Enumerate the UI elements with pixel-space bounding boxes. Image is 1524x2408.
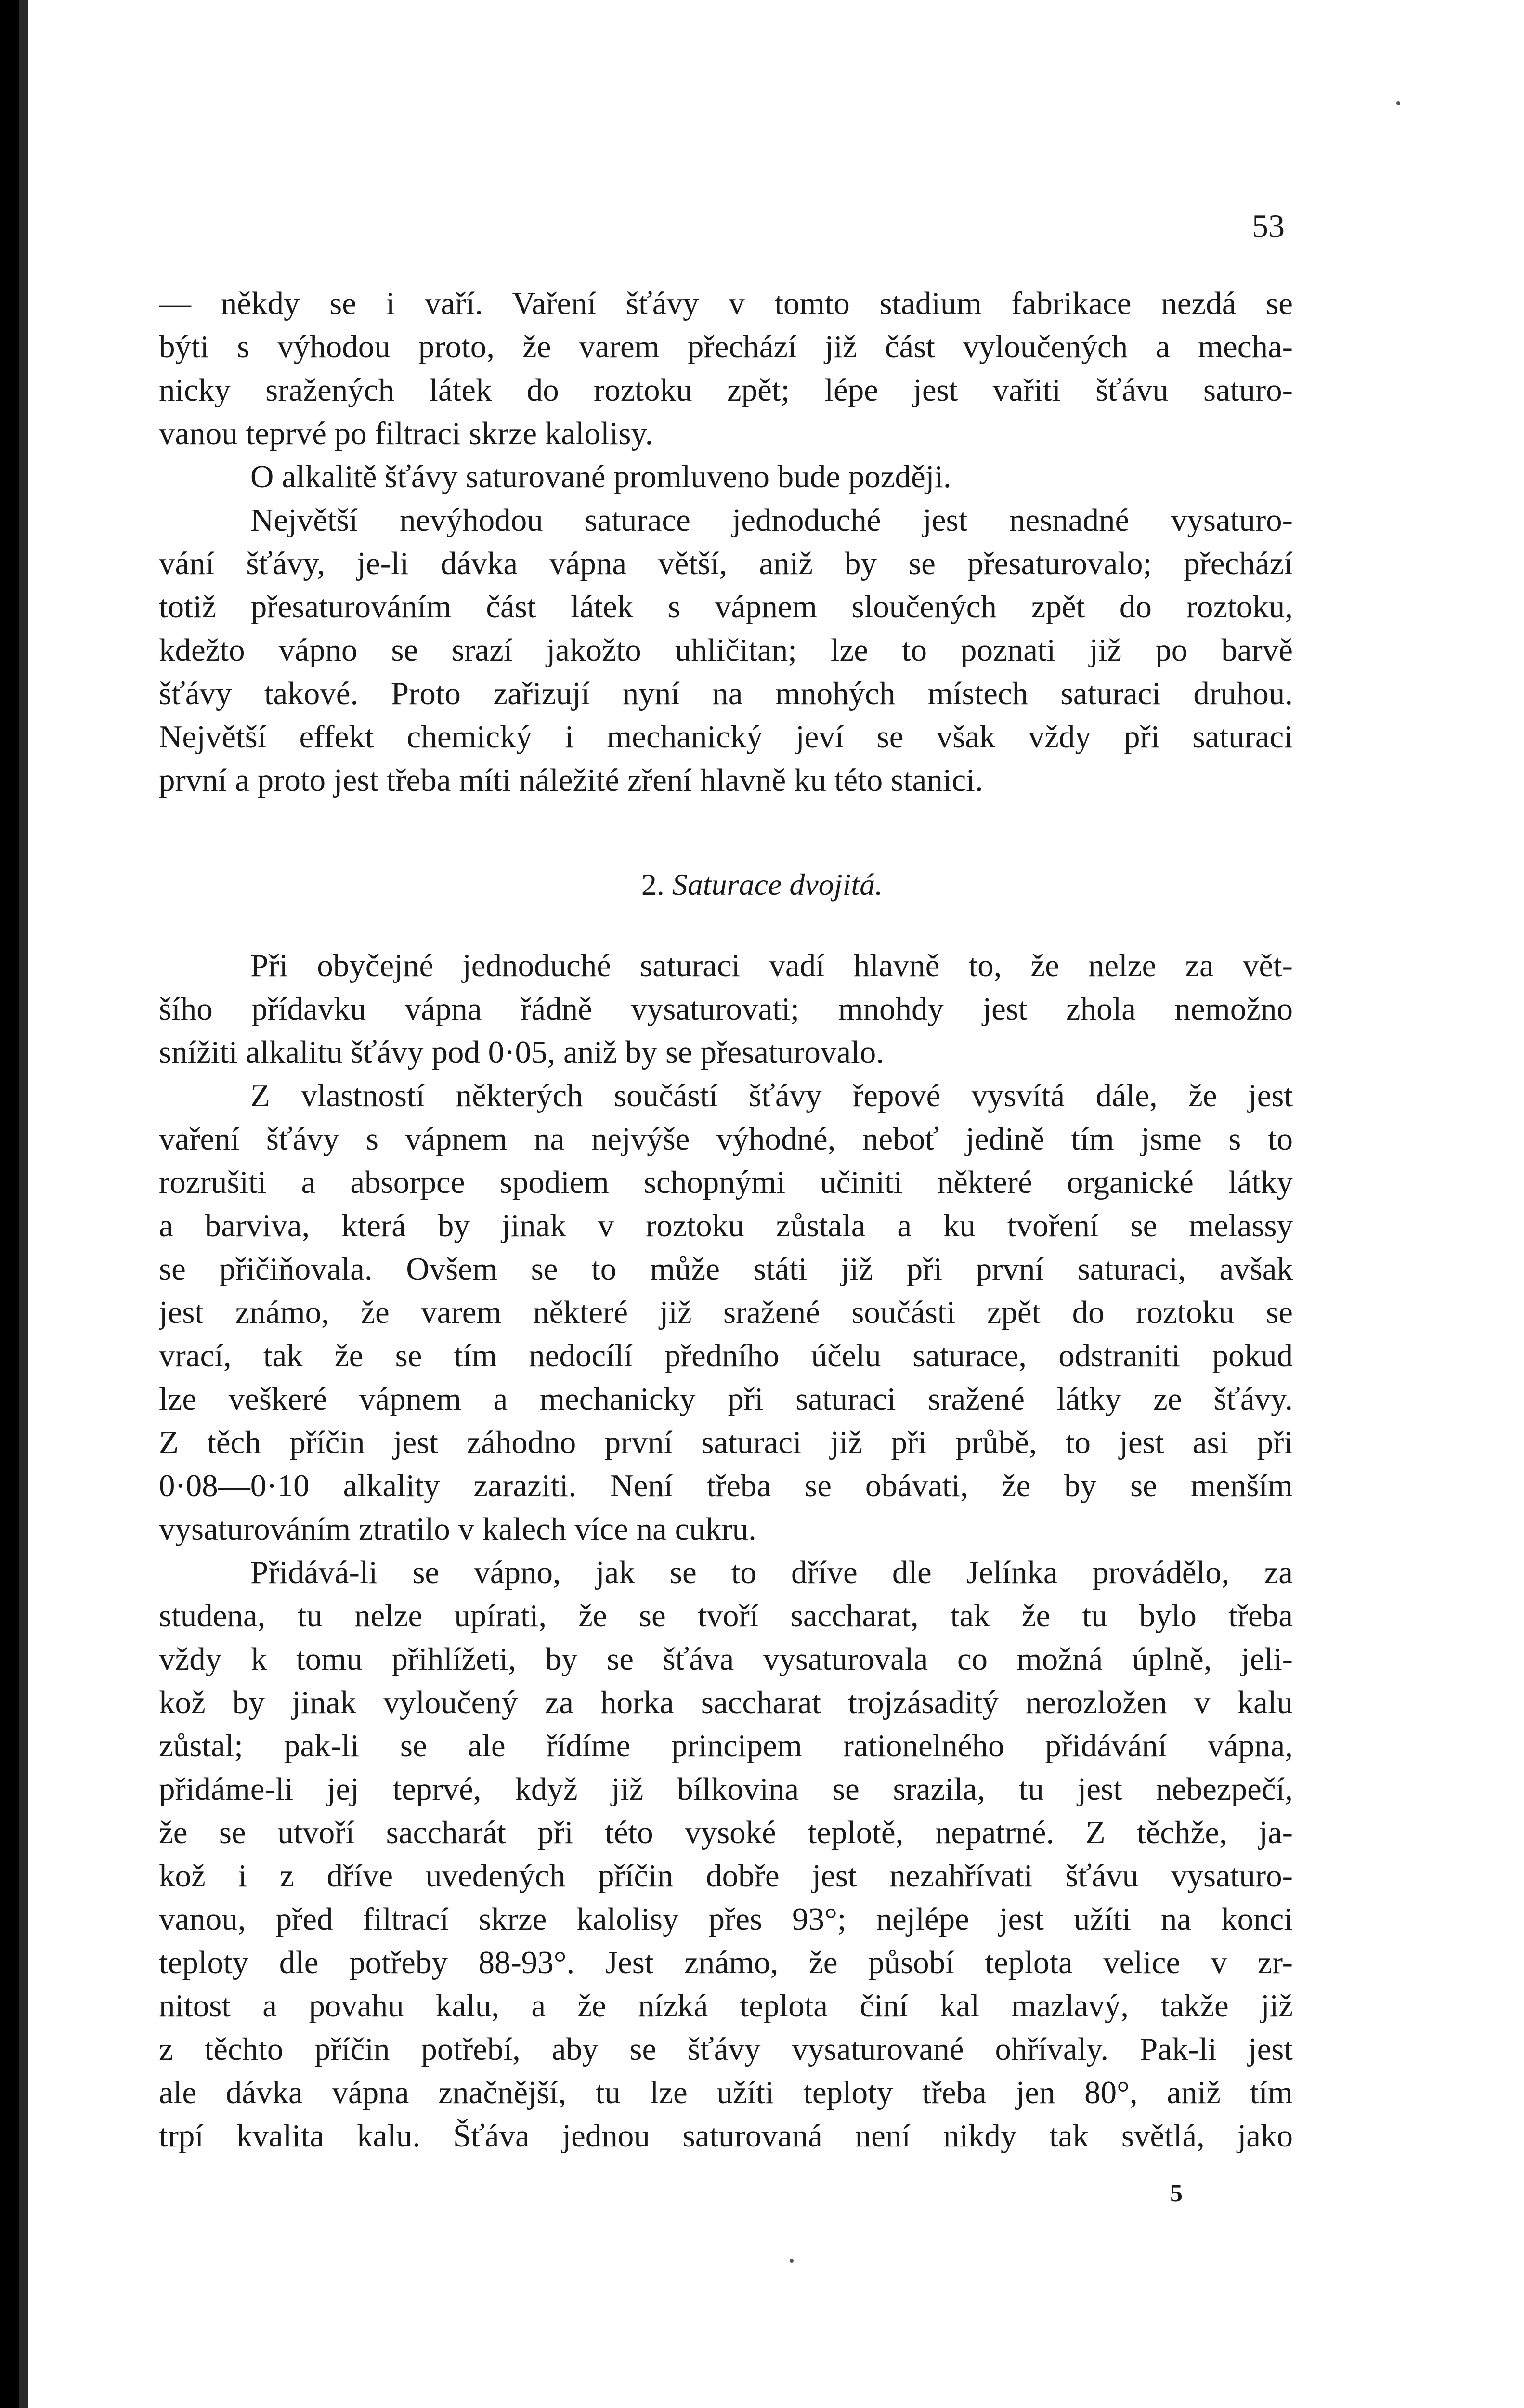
text-line: býti s výhodou proto, že varem přechází již část vyloučených a mecha- (159, 329, 1293, 365)
text-line: Z vlastností některých součástí šťávy řepové vysvítá dále, že jest (250, 1078, 1293, 1113)
text-line: zůstal; pak-li se ale řídíme principem rationelného přidávání vápna, (159, 1728, 1293, 1764)
page-number: 53 (1252, 208, 1285, 244)
text-line: vanou teprvé po filtraci skrze kalolisy. (159, 416, 653, 451)
text-line: ale dávka vápna značnější, tu lze užíti teploty třeba jen 80°, aniž tím (159, 2075, 1293, 2110)
signature-mark: 5 (1170, 2180, 1183, 2207)
text-line: teploty dle potřeby 88-93°. Jest známo, že působí teplota velice v zr- (159, 1945, 1293, 1980)
scan-edge-shadow (19, 0, 28, 2408)
body-text-bottom (159, 944, 1293, 2158)
text-line: totiž přesaturováním část látek s vápnem sloučených zpět do roztoku, (159, 589, 1293, 625)
text-line: vysaturováním ztratilo v kalech více na cukru. (159, 1511, 756, 1547)
scan-speck (1396, 101, 1400, 105)
text-line: vrací, tak že se tím nedocílí předního účelu saturace, odstraniti pokud (159, 1338, 1293, 1374)
text-line: nitost a povahu kalu, a že nízká teplota činí kal mazlavý, takže již (159, 1988, 1293, 2024)
text-line: kož by jinak vyloučený za horka saccharat trojzásaditý nerozložen v kalu (159, 1685, 1293, 1720)
text-line: jest známo, že varem některé již sražené součásti zpět do roztoku se (159, 1295, 1293, 1330)
body-text-top (159, 282, 1293, 802)
text-line: se přičiňovala. Ovšem se to může státi již při první saturaci, avšak (159, 1251, 1293, 1287)
text-line: trpí kvalita kalu. Šťáva jednou saturovaná není nikdy tak světlá, jako (159, 2118, 1293, 2154)
text-line: nicky sražených látek do roztoku zpět; lépe jest vařiti šťávu saturo- (159, 372, 1293, 408)
text-line: přidáme-li jej teprvé, když již bílkovina se srazila, tu jest nebezpečí, (159, 1771, 1293, 1807)
section-title: Saturace dvojitá. (672, 867, 883, 902)
text-line: studena, tu nelze upírati, že se tvoří saccharat, tak že tu bylo třeba (159, 1598, 1293, 1634)
text-line: Z těch příčin jest záhodno první saturaci již při průbě, to jest asi při (159, 1425, 1293, 1460)
scan-speck (790, 2259, 794, 2263)
text-line: první a proto jest třeba míti náležité zření hlavně ku této stanici. (159, 762, 983, 798)
text-line: Největší effekt chemický i mechanický jeví se však vždy při saturaci (159, 719, 1293, 755)
text-line: šího přídavku vápna řádně vysaturovati; mnohdy jest zhola nemožno (159, 991, 1293, 1027)
text-line: šťávy takové. Proto zařizují nyní na mnohých místech saturaci druhou. (159, 676, 1293, 711)
text-line: rozrušiti a absorpce spodiem schopnými učiniti některé organické látky (159, 1165, 1293, 1200)
text-line: Při obyčejné jednoduché saturaci vadí hlavně to, že nelze za vět- (250, 948, 1293, 983)
text-line: že se utvoří saccharát při této vysoké teplotě, nepatrné. Z těchže, ja- (159, 1815, 1293, 1850)
text-line: lze veškeré vápnem a mechanicky při saturaci sražené látky ze šťávy. (159, 1381, 1293, 1417)
text-line: kož i z dříve uvedených příčin dobře jest nezahřívati šťávu vysaturo- (159, 1858, 1293, 1894)
text-line: vanou, před filtrací skrze kalolisy přes 93°; nejlépe jest užíti na konci (159, 1901, 1293, 1937)
text-line: vždy k tomu přihlížeti, by se šťáva vysaturovala co možná úplně, jeli- (159, 1641, 1293, 1677)
text-line: Přidává-li se vápno, jak se to dříve dle Jelínka provádělo, za (250, 1555, 1293, 1590)
text-line: vaření šťávy s vápnem na nejvýše výhodné, neboť jedině tím jsme s to (159, 1121, 1293, 1157)
text-line: — někdy se i vaří. Vaření šťávy v tomto stadium fabrikace nezdá se (159, 286, 1293, 321)
text-line: 0·08—0·10 alkality zaraziti. Není třeba se obávati, že by se menším (159, 1468, 1293, 1504)
scan-edge (0, 0, 19, 2408)
text-line: a barviva, která by jinak v roztoku zůstala a ku tvoření se melassy (159, 1208, 1293, 1243)
section-heading (0, 867, 1524, 903)
text-line: snížiti alkalitu šťávy pod 0·05, aniž by se přesaturovalo. (159, 1034, 884, 1070)
text-line: vání šťávy, je-li dávka vápna větší, aniž by se přesaturovalo; přechází (159, 546, 1293, 581)
text-line: Největší nevýhodou saturace jednoduché jest nesnadné vysaturo- (250, 502, 1293, 538)
text-line: kdežto vápno se srazí jakožto uhličitan; lze to poznati již po barvě (159, 632, 1293, 668)
text-line: z těchto příčin potřebí, aby se šťávy vysaturované ohřívaly. Pak-li jest (159, 2031, 1293, 2067)
text-line: O alkalitě šťávy saturované promluveno bude později. (250, 459, 951, 495)
section-number: 2. (641, 867, 664, 902)
